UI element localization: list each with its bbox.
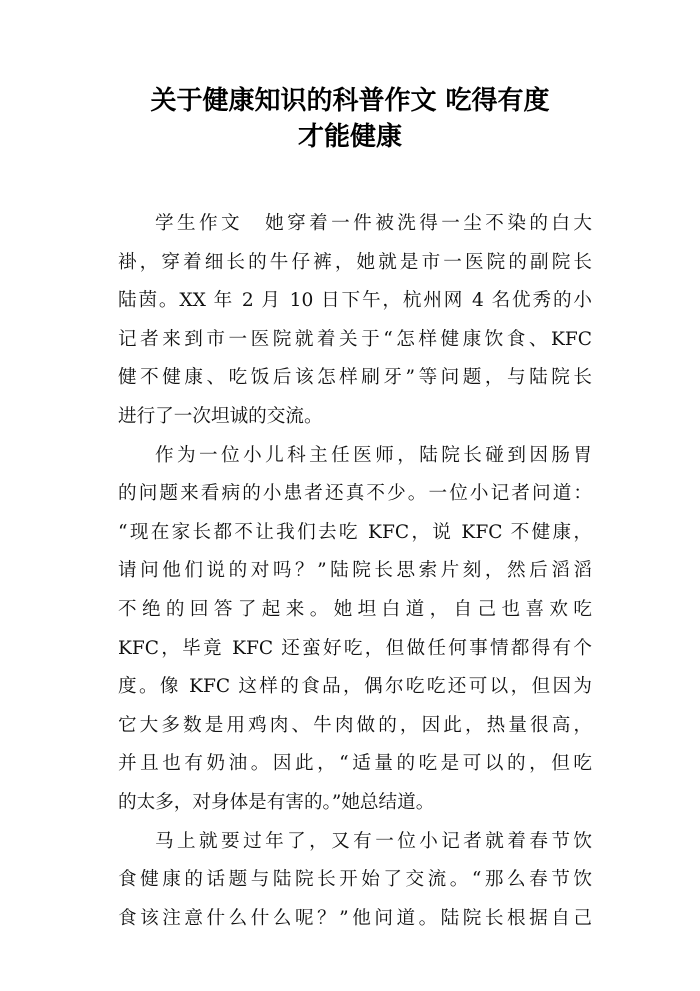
text-line: 学生作文 她穿着一件被洗得一尘不染的白大	[155, 213, 592, 234]
text-line: 不绝的回答了起来。她坦白道，自己也喜欢吃	[118, 598, 592, 620]
text-line: 记者来到市一医院就着关于“怎样健康饮食、KFC	[118, 328, 592, 350]
text-line: 健不健康、吃饭后该怎样刷牙”等问题，与陆院长	[118, 367, 592, 389]
text-line: 它大多数是用鸡肉、牛肉做的，因此，热量很高，	[118, 714, 592, 736]
text-line: 的问题来看病的小患者还真不少。一位小记者问道：	[118, 483, 592, 505]
text-line: 马上就要过年了，又有一位小记者就着春节饮	[155, 830, 592, 852]
text-line: 食健康的话题与陆院长开始了交流。“那么春节饮	[118, 869, 592, 891]
title-line: 才能健康	[297, 122, 402, 152]
document-title	[0, 83, 700, 155]
text-line: 并且也有奶油。因此，“适量的吃是可以的，但吃	[118, 753, 592, 775]
text-line: 度。像 KFC 这样的食品，偶尔吃吃还可以，但因为	[118, 676, 592, 698]
title-line: 关于健康知识的科普作文 吃得有度	[150, 86, 550, 116]
text-line: 褂，穿着细长的牛仔裤，她就是市一医院的副院长	[118, 251, 592, 273]
text-line: 请问他们说的对吗？”陆院长思索片刻，然后滔滔	[118, 560, 592, 582]
text-line: KFC，毕竟 KFC 还蛮好吃，但做任何事情都得有个	[118, 637, 592, 659]
text-line: 食该注意什么什么呢？”他问道。陆院长根据自己	[118, 907, 592, 929]
text-line: 陆茵。XX 年 2 月 10 日下午，杭州网 4 名优秀的小	[118, 290, 592, 312]
text-line: 作为一位小儿科主任医师，陆院长碰到因肠胃	[155, 444, 592, 466]
text-line: “现在家长都不让我们去吃 KFC，说 KFC 不健康，	[118, 521, 592, 543]
article-body	[118, 205, 592, 938]
text-line: 进行了一次坦诚的交流。	[118, 405, 323, 427]
text-line: 的太多，对身体是有害的。”她总结道。	[118, 791, 435, 813]
